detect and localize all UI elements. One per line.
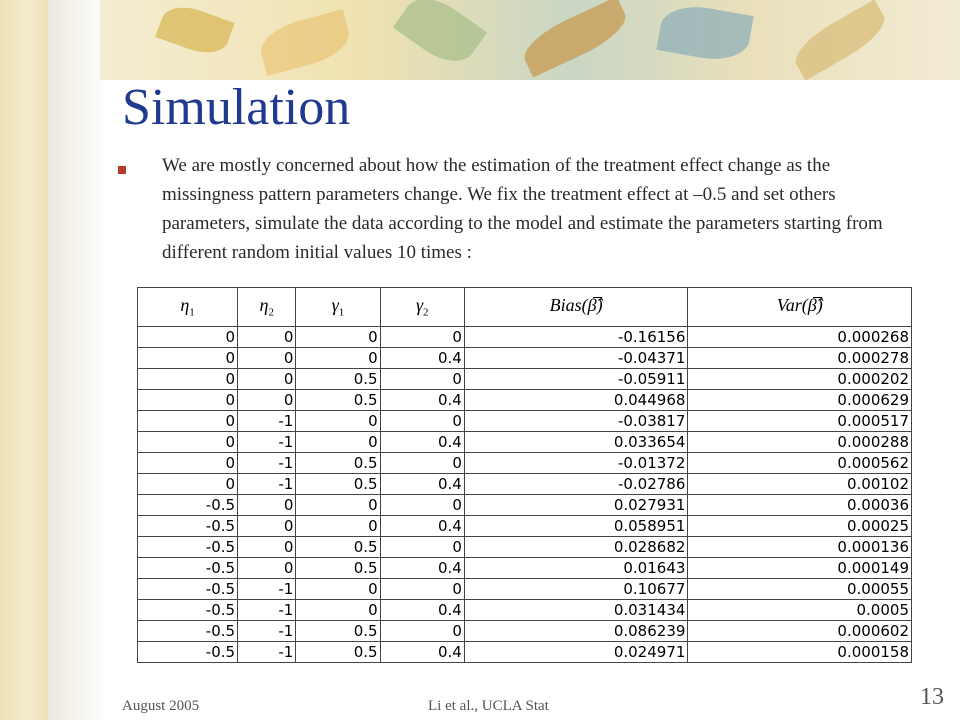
table-cell: 0: [138, 432, 238, 453]
table-cell: 0.5: [296, 390, 380, 411]
table-cell: 0.5: [296, 621, 380, 642]
table-row: [138, 474, 912, 495]
table-cell: 0.028682: [464, 537, 688, 558]
table-cell: 0.01643: [464, 558, 688, 579]
table-cell: 0: [380, 327, 464, 348]
table-cell: 0.000629: [688, 390, 912, 411]
table-cell: 0: [380, 495, 464, 516]
header-subscript: 2: [423, 306, 429, 319]
table-cell: -1: [238, 621, 296, 642]
header-suffix: (β̂̅): [581, 295, 603, 316]
header-symbol: γ: [331, 295, 339, 316]
table-header-cell: [688, 288, 912, 327]
table-cell: 0: [238, 516, 296, 537]
table-cell: -1: [238, 453, 296, 474]
table-cell: 0: [238, 495, 296, 516]
table-row: [138, 453, 912, 474]
table-row: [138, 327, 912, 348]
header-leaf-banner: [100, 0, 960, 80]
table-cell: 0: [296, 600, 380, 621]
table-cell: -0.03817: [464, 411, 688, 432]
table-cell: 0.00036: [688, 495, 912, 516]
table-cell: 0: [138, 327, 238, 348]
table-cell: 0: [296, 516, 380, 537]
table-cell: 0: [138, 453, 238, 474]
table-cell: 0: [380, 453, 464, 474]
table-cell: 0: [296, 432, 380, 453]
table-row: [138, 600, 912, 621]
table-cell: 0.4: [380, 516, 464, 537]
footer-date: August 2005: [122, 698, 200, 714]
table-cell: -1: [238, 411, 296, 432]
table-header-cell: [296, 288, 380, 327]
table-row: [138, 579, 912, 600]
table-cell: 0.4: [380, 474, 464, 495]
table-cell: -1: [238, 600, 296, 621]
table-cell: 0.027931: [464, 495, 688, 516]
table-cell: 0.024971: [464, 642, 688, 663]
table-cell: 0.000202: [688, 369, 912, 390]
background-shadow: [48, 0, 108, 720]
table-cell: 0: [380, 579, 464, 600]
table-cell: 0.086239: [464, 621, 688, 642]
table-cell: -0.01372: [464, 453, 688, 474]
table-header-cell: [380, 288, 464, 327]
table-cell: -0.5: [138, 621, 238, 642]
table-row: [138, 516, 912, 537]
simulation-results-table: [137, 287, 912, 663]
table-cell: 0.4: [380, 348, 464, 369]
table-cell: 0.058951: [464, 516, 688, 537]
table-cell: 0: [138, 474, 238, 495]
table-cell: 0: [138, 411, 238, 432]
table-cell: 0.5: [296, 474, 380, 495]
table-cell: -0.5: [138, 495, 238, 516]
table-cell: 0.4: [380, 432, 464, 453]
table-cell: -0.02786: [464, 474, 688, 495]
table-row: [138, 537, 912, 558]
table-cell: 0.5: [296, 558, 380, 579]
table-cell: 0: [238, 390, 296, 411]
table-cell: 0.000288: [688, 432, 912, 453]
table-cell: 0: [238, 327, 296, 348]
table-cell: 0: [380, 621, 464, 642]
table-cell: 0: [138, 390, 238, 411]
table-row: [138, 558, 912, 579]
slide-title: Simulation: [122, 79, 351, 136]
table-cell: 0.5: [296, 537, 380, 558]
table-cell: -0.5: [138, 579, 238, 600]
table-cell: 0: [380, 369, 464, 390]
table-cell: 0.5: [296, 642, 380, 663]
header-symbol: Var: [776, 295, 802, 316]
table-cell: 0: [238, 369, 296, 390]
table-cell: 0: [238, 537, 296, 558]
table-cell: 0.10677: [464, 579, 688, 600]
table-cell: 0: [296, 579, 380, 600]
table-cell: 0: [296, 327, 380, 348]
table-cell: 0: [296, 495, 380, 516]
table-cell: 0: [380, 411, 464, 432]
table-cell: 0.033654: [464, 432, 688, 453]
table-cell: 0.00055: [688, 579, 912, 600]
header-subscript: 1: [338, 306, 345, 319]
table-cell: -1: [238, 642, 296, 663]
header-suffix: (β̂̅): [801, 295, 823, 316]
table-cell: 0.000149: [688, 558, 912, 579]
table-cell: -0.16156: [464, 327, 688, 348]
table-row: [138, 642, 912, 663]
table-cell: 0: [380, 537, 464, 558]
table-cell: -0.05911: [464, 369, 688, 390]
table-cell: 0.4: [380, 390, 464, 411]
table-cell: 0.4: [380, 642, 464, 663]
table-cell: 0.4: [380, 558, 464, 579]
table-cell: 0: [296, 411, 380, 432]
table-cell: 0: [138, 369, 238, 390]
bullet-marker: [118, 166, 126, 174]
background-left-band: [0, 0, 48, 720]
table-cell: 0.031434: [464, 600, 688, 621]
table-cell: -0.04371: [464, 348, 688, 369]
header-symbol: γ: [415, 295, 424, 316]
table-cell: -0.5: [138, 558, 238, 579]
table-cell: 0.4: [380, 600, 464, 621]
table-cell: 0.000268: [688, 327, 912, 348]
table-cell: 0.044968: [464, 390, 688, 411]
header-subscript: 1: [189, 306, 195, 319]
table-header-cell: [138, 288, 238, 327]
table-row: [138, 432, 912, 453]
footer-author: Li et al., UCLA Stat: [428, 698, 549, 714]
table-cell: -1: [238, 432, 296, 453]
header-symbol: Bias: [549, 295, 582, 316]
table-cell: 0.00102: [688, 474, 912, 495]
table-cell: 0: [238, 348, 296, 369]
table-cell: -0.5: [138, 642, 238, 663]
table-row: [138, 411, 912, 432]
table-header-cell: [464, 288, 688, 327]
page-number: 13: [920, 684, 944, 710]
table-row: [138, 621, 912, 642]
table-cell: 0.5: [296, 453, 380, 474]
table-row: [138, 495, 912, 516]
table-cell: 0: [296, 348, 380, 369]
table-header-cell: [238, 288, 296, 327]
table-cell: 0.000517: [688, 411, 912, 432]
bullet-text: We are mostly concerned about how the estimation of the treatment effect change as the missingness pattern parameters change. We fix the treatment effect at –0.5 and set others parameters, simulate the data according to the model and estimate the parameters starting from different random initial values 10 times :: [162, 155, 883, 263]
table-cell: 0: [138, 348, 238, 369]
header-symbol: η: [180, 295, 190, 316]
table-cell: 0.000136: [688, 537, 912, 558]
table-cell: 0.000278: [688, 348, 912, 369]
header-subscript: 2: [268, 306, 274, 319]
table-cell: 0.000158: [688, 642, 912, 663]
table-cell: -1: [238, 579, 296, 600]
table-cell: 0.000602: [688, 621, 912, 642]
table-cell: -0.5: [138, 537, 238, 558]
table-row: [138, 390, 912, 411]
header-symbol: η: [259, 295, 269, 316]
table-cell: 0.5: [296, 369, 380, 390]
table-row: [138, 369, 912, 390]
table-cell: 0.00025: [688, 516, 912, 537]
table-cell: -0.5: [138, 600, 238, 621]
table-cell: 0.000562: [688, 453, 912, 474]
table-cell: -1: [238, 474, 296, 495]
table-header-row: [138, 288, 912, 327]
table-row: [138, 348, 912, 369]
table-cell: -0.5: [138, 516, 238, 537]
table-cell: 0: [238, 558, 296, 579]
table-cell: 0.0005: [688, 600, 912, 621]
